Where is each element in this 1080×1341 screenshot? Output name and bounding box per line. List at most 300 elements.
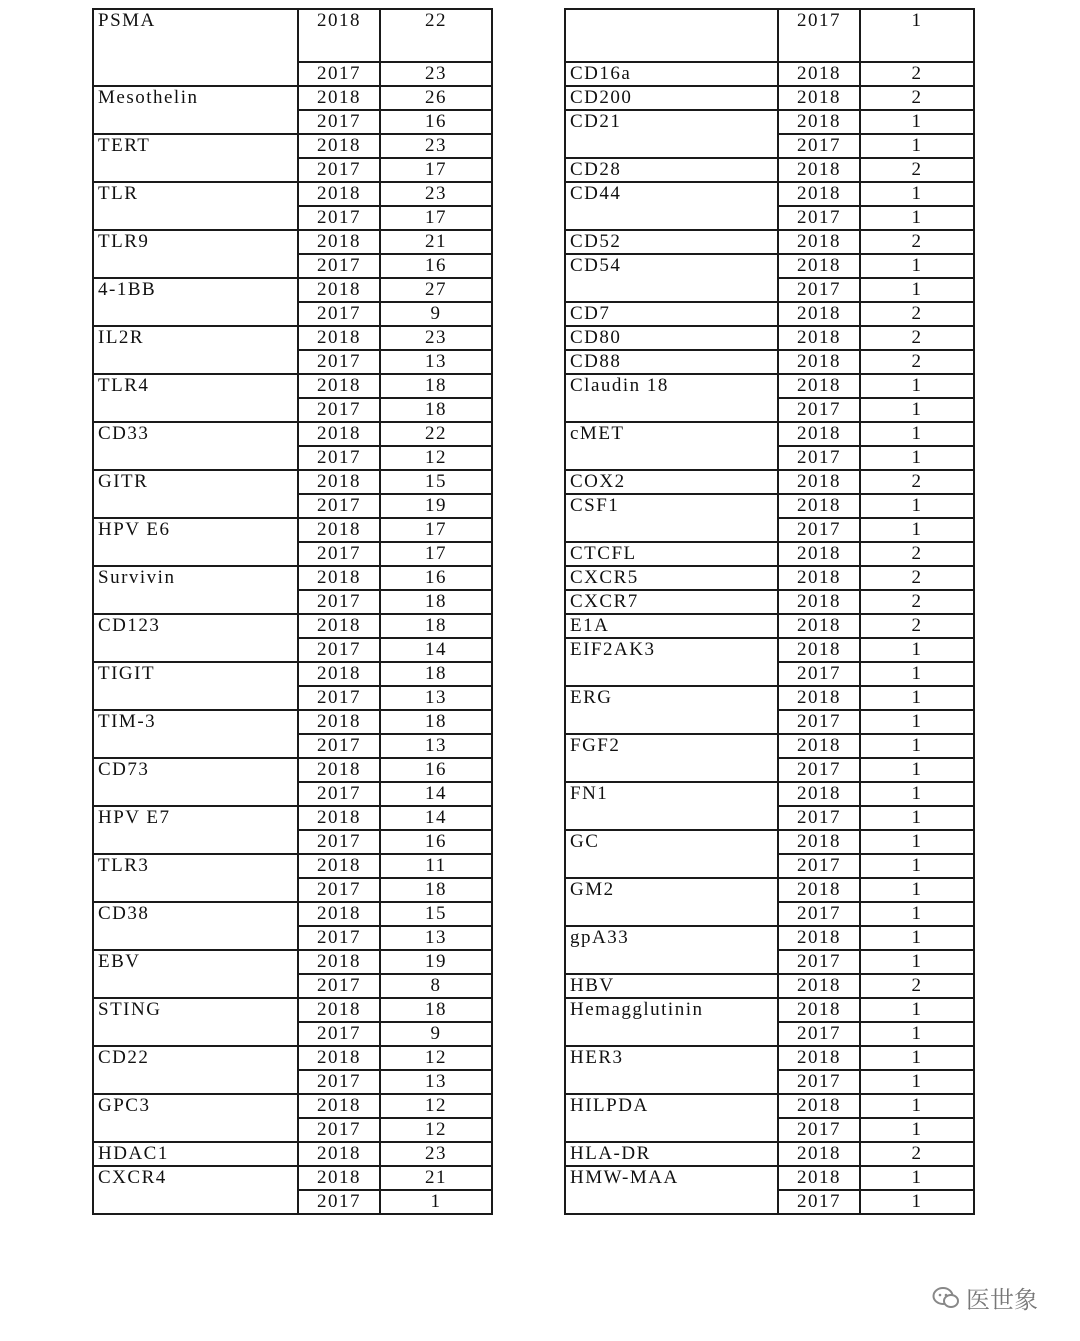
count-cell: 1: [860, 638, 974, 662]
count-cell: 1: [860, 758, 974, 782]
count-cell: 1: [860, 710, 974, 734]
target-name-cell: CD16a: [565, 62, 778, 86]
year-cell: 2018: [778, 782, 860, 806]
count-cell: 2: [860, 62, 974, 86]
count-cell: 1: [860, 110, 974, 134]
target-name-cell: CD200: [565, 86, 778, 110]
count-cell: 1: [860, 9, 974, 62]
table-row: [565, 1142, 974, 1166]
count-cell: 2: [860, 350, 974, 374]
year-cell: 2018: [778, 638, 860, 662]
count-cell: 1: [860, 278, 974, 302]
year-cell: 2017: [298, 446, 380, 470]
count-cell: 2: [860, 230, 974, 254]
count-cell: 1: [860, 806, 974, 830]
year-cell: 2018: [778, 110, 860, 134]
year-cell: 2017: [778, 1070, 860, 1094]
year-cell: 2018: [778, 1094, 860, 1118]
table-row: [565, 110, 974, 134]
year-cell: 2018: [778, 614, 860, 638]
year-cell: 2018: [778, 350, 860, 374]
count-cell: 22: [380, 9, 492, 62]
year-cell: 2017: [298, 926, 380, 950]
target-name-cell: GPC3: [93, 1094, 298, 1142]
year-cell: 2018: [298, 710, 380, 734]
table-row: [93, 662, 492, 686]
year-cell: 2018: [298, 422, 380, 446]
year-cell: 2017: [778, 1022, 860, 1046]
count-cell: 18: [380, 590, 492, 614]
table-row: [93, 326, 492, 350]
count-cell: 23: [380, 134, 492, 158]
target-name-cell: EBV: [93, 950, 298, 998]
table-row: [565, 1094, 974, 1118]
year-cell: 2017: [778, 902, 860, 926]
target-name-cell: CXCR4: [93, 1166, 298, 1214]
year-cell: 2017: [298, 398, 380, 422]
count-cell: 2: [860, 542, 974, 566]
year-cell: 2017: [298, 158, 380, 182]
year-cell: 2017: [298, 254, 380, 278]
count-cell: 2: [860, 1142, 974, 1166]
table-row: [565, 590, 974, 614]
right-data-table: [564, 8, 975, 1215]
target-name-cell: CD73: [93, 758, 298, 806]
target-name-cell: COX2: [565, 470, 778, 494]
table-row: [565, 494, 974, 518]
count-cell: 2: [860, 590, 974, 614]
year-cell: 2018: [778, 254, 860, 278]
table-row: [93, 806, 492, 830]
count-cell: 14: [380, 806, 492, 830]
target-name-cell: CD80: [565, 326, 778, 350]
year-cell: 2018: [298, 662, 380, 686]
target-name-cell: TIM-3: [93, 710, 298, 758]
count-cell: 1: [860, 422, 974, 446]
year-cell: 2017: [298, 734, 380, 758]
target-name-cell: CD54: [565, 254, 778, 302]
year-cell: 2018: [778, 422, 860, 446]
table-row: [93, 758, 492, 782]
target-name-cell: HILPDA: [565, 1094, 778, 1142]
table-row: [93, 518, 492, 542]
year-cell: 2018: [298, 134, 380, 158]
table-row: [93, 854, 492, 878]
year-cell: 2017: [298, 1070, 380, 1094]
year-cell: 2017: [778, 806, 860, 830]
year-cell: 2017: [298, 686, 380, 710]
year-cell: 2018: [778, 470, 860, 494]
table-row: [565, 86, 974, 110]
count-cell: 1: [860, 902, 974, 926]
target-name-cell: CXCR7: [565, 590, 778, 614]
year-cell: 2018: [298, 566, 380, 590]
count-cell: 12: [380, 1118, 492, 1142]
count-cell: 17: [380, 206, 492, 230]
table-row: [93, 1166, 492, 1190]
table-row: [565, 302, 974, 326]
count-cell: 15: [380, 902, 492, 926]
year-cell: 2018: [298, 374, 380, 398]
target-name-cell: CD88: [565, 350, 778, 374]
year-cell: 2018: [298, 998, 380, 1022]
count-cell: 13: [380, 1070, 492, 1094]
watermark-text: 医世象: [966, 1286, 1038, 1314]
target-name-cell: HMW-MAA: [565, 1166, 778, 1214]
count-cell: 18: [380, 374, 492, 398]
count-cell: 14: [380, 782, 492, 806]
target-name-cell: CTCFL: [565, 542, 778, 566]
watermark: [932, 1280, 1038, 1315]
table-row: [93, 902, 492, 926]
year-cell: 2018: [298, 1166, 380, 1190]
target-name-cell: [565, 9, 778, 62]
year-cell: 2018: [778, 974, 860, 998]
count-cell: 2: [860, 158, 974, 182]
count-cell: 1: [860, 374, 974, 398]
target-name-cell: CD123: [93, 614, 298, 662]
count-cell: 15: [380, 470, 492, 494]
year-cell: 2018: [298, 470, 380, 494]
table-row: [565, 254, 974, 278]
table-row: [565, 1046, 974, 1070]
year-cell: 2018: [778, 86, 860, 110]
target-name-cell: HDAC1: [93, 1142, 298, 1166]
target-name-cell: IL2R: [93, 326, 298, 374]
year-cell: 2017: [778, 398, 860, 422]
count-cell: 26: [380, 86, 492, 110]
year-cell: 2018: [298, 854, 380, 878]
year-cell: 2018: [778, 998, 860, 1022]
target-name-cell: TIGIT: [93, 662, 298, 710]
count-cell: 1: [860, 206, 974, 230]
year-cell: 2018: [298, 902, 380, 926]
year-cell: 2018: [298, 758, 380, 782]
table-row: [93, 230, 492, 254]
target-name-cell: CD7: [565, 302, 778, 326]
count-cell: 1: [860, 1190, 974, 1214]
year-cell: 2017: [298, 542, 380, 566]
table-row: [565, 326, 974, 350]
table-row: [565, 566, 974, 590]
count-cell: 2: [860, 302, 974, 326]
count-cell: 23: [380, 1142, 492, 1166]
table-row: [93, 1046, 492, 1070]
target-name-cell: GC: [565, 830, 778, 878]
year-cell: 2017: [298, 206, 380, 230]
target-name-cell: HLA-DR: [565, 1142, 778, 1166]
year-cell: 2018: [298, 9, 380, 62]
count-cell: 1: [380, 1190, 492, 1214]
year-cell: 2017: [778, 950, 860, 974]
count-cell: 11: [380, 854, 492, 878]
count-cell: 1: [860, 398, 974, 422]
year-cell: 2017: [298, 878, 380, 902]
table-row: [565, 878, 974, 902]
year-cell: 2017: [298, 1118, 380, 1142]
year-cell: 2017: [298, 302, 380, 326]
target-name-cell: gpA33: [565, 926, 778, 974]
year-cell: 2018: [298, 230, 380, 254]
count-cell: 19: [380, 950, 492, 974]
count-cell: 18: [380, 998, 492, 1022]
count-cell: 1: [860, 878, 974, 902]
table-row: [93, 374, 492, 398]
count-cell: 1: [860, 1046, 974, 1070]
table-row: [565, 638, 974, 662]
target-name-cell: ERG: [565, 686, 778, 734]
table-row: [565, 62, 974, 86]
count-cell: 12: [380, 1046, 492, 1070]
target-name-cell: HER3: [565, 1046, 778, 1094]
count-cell: 18: [380, 398, 492, 422]
count-cell: 1: [860, 926, 974, 950]
target-name-cell: STING: [93, 998, 298, 1046]
target-name-cell: FGF2: [565, 734, 778, 782]
year-cell: 2018: [778, 62, 860, 86]
year-cell: 2018: [298, 518, 380, 542]
target-name-cell: CD33: [93, 422, 298, 470]
count-cell: 1: [860, 134, 974, 158]
year-cell: 2018: [298, 950, 380, 974]
year-cell: 2017: [778, 9, 860, 62]
target-name-cell: Mesothelin: [93, 86, 298, 134]
year-cell: 2017: [298, 350, 380, 374]
table-row: [93, 470, 492, 494]
table-row: [93, 710, 492, 734]
year-cell: 2017: [298, 590, 380, 614]
target-name-cell: CD52: [565, 230, 778, 254]
year-cell: 2017: [778, 446, 860, 470]
count-cell: 16: [380, 110, 492, 134]
wechat-bubble-icon: [932, 1286, 960, 1310]
year-cell: 2017: [778, 206, 860, 230]
target-name-cell: TLR: [93, 182, 298, 230]
count-cell: 1: [860, 950, 974, 974]
table-row: [565, 830, 974, 854]
count-cell: 13: [380, 734, 492, 758]
count-cell: 2: [860, 566, 974, 590]
year-cell: 2018: [778, 1166, 860, 1190]
count-cell: 12: [380, 1094, 492, 1118]
target-name-cell: TERT: [93, 134, 298, 182]
target-name-cell: TLR3: [93, 854, 298, 902]
table-row: [565, 470, 974, 494]
year-cell: 2018: [298, 614, 380, 638]
count-cell: 16: [380, 758, 492, 782]
target-name-cell: HBV: [565, 974, 778, 998]
count-cell: 1: [860, 734, 974, 758]
count-cell: 8: [380, 974, 492, 998]
year-cell: 2018: [778, 590, 860, 614]
target-name-cell: CXCR5: [565, 566, 778, 590]
year-cell: 2018: [778, 374, 860, 398]
count-cell: 17: [380, 542, 492, 566]
table-row: [93, 614, 492, 638]
count-cell: 9: [380, 302, 492, 326]
table-row: [565, 734, 974, 758]
table-row: [93, 278, 492, 302]
count-cell: 1: [860, 1022, 974, 1046]
count-cell: 21: [380, 1166, 492, 1190]
count-cell: 13: [380, 926, 492, 950]
count-cell: 13: [380, 350, 492, 374]
target-name-cell: CD28: [565, 158, 778, 182]
year-cell: 2017: [298, 1190, 380, 1214]
count-cell: 16: [380, 254, 492, 278]
year-cell: 2017: [298, 974, 380, 998]
year-cell: 2017: [778, 1190, 860, 1214]
count-cell: 18: [380, 662, 492, 686]
target-name-cell: TLR9: [93, 230, 298, 278]
target-name-cell: HPV E7: [93, 806, 298, 854]
table-row: [565, 158, 974, 182]
table-row: [565, 374, 974, 398]
table-row: [565, 782, 974, 806]
count-cell: 21: [380, 230, 492, 254]
count-cell: 2: [860, 614, 974, 638]
target-name-cell: cMET: [565, 422, 778, 470]
table-row: [565, 230, 974, 254]
target-name-cell: FN1: [565, 782, 778, 830]
year-cell: 2017: [298, 1022, 380, 1046]
target-name-cell: Claudin 18: [565, 374, 778, 422]
year-cell: 2017: [778, 710, 860, 734]
count-cell: 1: [860, 1094, 974, 1118]
table-row: [565, 686, 974, 710]
target-name-cell: GM2: [565, 878, 778, 926]
count-cell: 1: [860, 782, 974, 806]
target-name-cell: TLR4: [93, 374, 298, 422]
year-cell: 2018: [298, 326, 380, 350]
year-cell: 2018: [778, 566, 860, 590]
target-name-cell: GITR: [93, 470, 298, 518]
count-cell: 2: [860, 470, 974, 494]
year-cell: 2018: [298, 182, 380, 206]
count-cell: 22: [380, 422, 492, 446]
count-cell: 1: [860, 446, 974, 470]
year-cell: 2017: [778, 854, 860, 878]
target-name-cell: CD44: [565, 182, 778, 230]
target-name-cell: CD38: [93, 902, 298, 950]
target-name-cell: E1A: [565, 614, 778, 638]
table-row: [93, 86, 492, 110]
left-data-table: [92, 8, 493, 1215]
table-row: [93, 182, 492, 206]
year-cell: 2017: [778, 278, 860, 302]
count-cell: 1: [860, 662, 974, 686]
count-cell: 1: [860, 998, 974, 1022]
target-name-cell: PSMA: [93, 9, 298, 86]
year-cell: 2017: [298, 782, 380, 806]
year-cell: 2018: [298, 1094, 380, 1118]
count-cell: 27: [380, 278, 492, 302]
year-cell: 2017: [778, 758, 860, 782]
table-row: [93, 950, 492, 974]
table-row: [565, 1166, 974, 1190]
count-cell: 1: [860, 1166, 974, 1190]
target-name-cell: 4-1BB: [93, 278, 298, 326]
year-cell: 2018: [298, 806, 380, 830]
count-cell: 1: [860, 1118, 974, 1142]
count-cell: 17: [380, 158, 492, 182]
count-cell: 18: [380, 614, 492, 638]
year-cell: 2018: [778, 230, 860, 254]
year-cell: 2018: [778, 302, 860, 326]
target-name-cell: HPV E6: [93, 518, 298, 566]
table-row: [565, 350, 974, 374]
year-cell: 2018: [778, 830, 860, 854]
year-cell: 2017: [778, 662, 860, 686]
year-cell: 2017: [778, 1118, 860, 1142]
table-row: [565, 422, 974, 446]
count-cell: 1: [860, 518, 974, 542]
table-row: [565, 182, 974, 206]
count-cell: 9: [380, 1022, 492, 1046]
count-cell: 17: [380, 518, 492, 542]
year-cell: 2018: [778, 326, 860, 350]
target-name-cell: CSF1: [565, 494, 778, 542]
year-cell: 2018: [778, 182, 860, 206]
year-cell: 2018: [778, 926, 860, 950]
count-cell: 1: [860, 686, 974, 710]
table-row: [93, 134, 492, 158]
target-name-cell: EIF2AK3: [565, 638, 778, 686]
table-row: [93, 1142, 492, 1166]
year-cell: 2018: [778, 542, 860, 566]
count-cell: 16: [380, 566, 492, 590]
year-cell: 2017: [778, 134, 860, 158]
table-row: [93, 422, 492, 446]
count-cell: 1: [860, 854, 974, 878]
count-cell: 1: [860, 830, 974, 854]
count-cell: 1: [860, 254, 974, 278]
table-row: [93, 998, 492, 1022]
year-cell: 2018: [778, 158, 860, 182]
year-cell: 2018: [778, 686, 860, 710]
count-cell: 13: [380, 686, 492, 710]
table-row: [565, 998, 974, 1022]
year-cell: 2018: [778, 878, 860, 902]
count-cell: 2: [860, 326, 974, 350]
table-row: [93, 9, 492, 62]
count-cell: 18: [380, 710, 492, 734]
year-cell: 2018: [298, 1142, 380, 1166]
count-cell: 23: [380, 62, 492, 86]
year-cell: 2017: [298, 62, 380, 86]
table-row: [93, 566, 492, 590]
table-row: [565, 542, 974, 566]
table-row: [565, 926, 974, 950]
year-cell: 2017: [298, 110, 380, 134]
target-name-cell: Survivin: [93, 566, 298, 614]
year-cell: 2018: [778, 734, 860, 758]
count-cell: 1: [860, 182, 974, 206]
count-cell: 19: [380, 494, 492, 518]
year-cell: 2017: [298, 830, 380, 854]
count-cell: 1: [860, 1070, 974, 1094]
year-cell: 2018: [778, 494, 860, 518]
count-cell: 14: [380, 638, 492, 662]
target-name-cell: CD22: [93, 1046, 298, 1094]
year-cell: 2018: [298, 86, 380, 110]
year-cell: 2017: [298, 638, 380, 662]
table-row: [565, 974, 974, 998]
count-cell: 18: [380, 878, 492, 902]
year-cell: 2018: [778, 1142, 860, 1166]
table-row: [93, 1094, 492, 1118]
count-cell: 1: [860, 494, 974, 518]
